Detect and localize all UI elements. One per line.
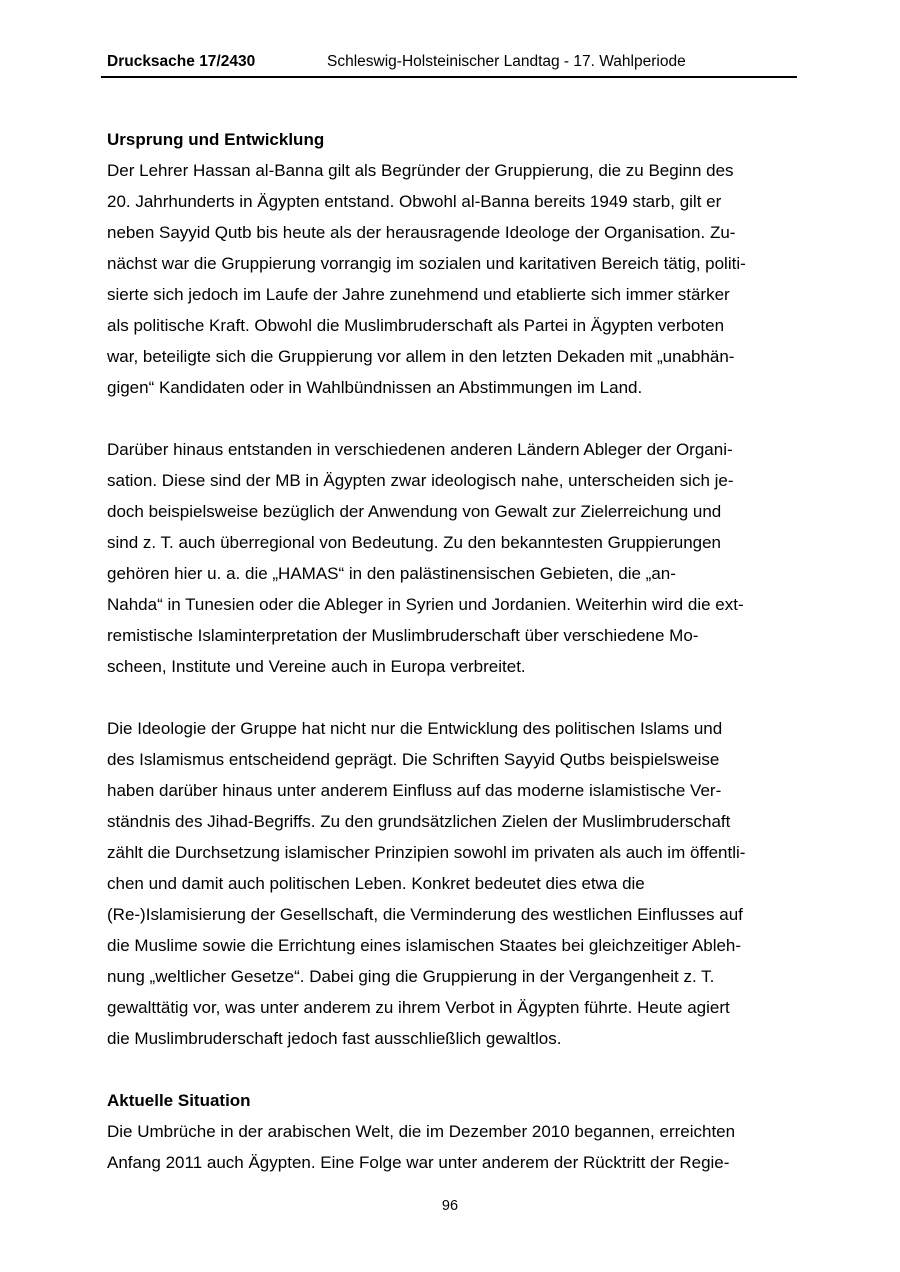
text-line: Die Umbrüche in der arabischen Welt, die im Dezember 2010 begannen, erreichten	[107, 1122, 736, 1141]
text-line: Die Ideologie der Gruppe hat nicht nur die Entwicklung des politischen Islams und	[107, 719, 723, 738]
text-line: sation. Diese sind der MB in Ägypten zwar ideologisch nahe, unterscheiden sich je-	[107, 471, 734, 490]
text-line: Anfang 2011 auch Ägypten. Eine Folge war unter anderem der Rücktritt der Regie-	[107, 1153, 730, 1172]
text-line: Der Lehrer Hassan al-Banna gilt als Begründer der Gruppierung, die zu Beginn des	[107, 161, 734, 180]
text-line: nächst war die Gruppierung vorrangig im sozialen und karitativen Bereich tätig, politi-	[107, 254, 746, 273]
text-line: neben Sayyid Qutb bis heute als der herausragende Ideologe der Organisation. Zu-	[107, 223, 736, 242]
text-line: 20. Jahrhunderts in Ägypten entstand. Obwohl al-Banna bereits 1949 starb, gilt er	[107, 192, 722, 211]
text-line: Nahda“ in Tunesien oder die Ableger in Syrien und Jordanien. Weiterhin wird die ext-	[107, 595, 744, 614]
text-line: (Re-)Islamisierung der Gesellschaft, die Verminderung des westlichen Einflusses auf	[107, 905, 743, 924]
document-number: Drucksache 17/2430	[107, 53, 256, 70]
text-line: Darüber hinaus entstanden in verschiedenen anderen Ländern Ableger der Organi-	[107, 440, 733, 459]
text-line: nung „weltlicher Gesetze“. Dabei ging die Gruppierung in der Vergangenheit z. T.	[107, 967, 715, 986]
text-line: gewalttätig vor, was unter anderem zu ihrem Verbot in Ägypten führte. Heute agiert	[107, 998, 730, 1017]
paragraph	[107, 713, 797, 1054]
text-line: zählt die Durchsetzung islamischer Prinzipien sowohl im privaten als auch im öffentli-	[107, 843, 746, 862]
paragraph	[107, 155, 797, 403]
text-line: gigen“ Kandidaten oder in Wahlbündnissen an Abstimmungen im Land.	[107, 378, 643, 397]
text-line: des Islamismus entscheidend geprägt. Die Schriften Sayyid Qutbs beispielsweise	[107, 750, 720, 769]
paragraph	[107, 434, 797, 682]
text-line: war, beteiligte sich die Gruppierung vor allem in den letzten Dekaden mit „unabhän-	[107, 347, 735, 366]
text-line: remistische Islaminterpretation der Muslimbruderschaft über verschiedene Mo-	[107, 626, 699, 645]
parliament-title: Schleswig-Holsteinischer Landtag - 17. Wahlperiode	[327, 53, 686, 70]
text-line: die Muslimbruderschaft jedoch fast ausschließlich gewaltlos.	[107, 1029, 562, 1048]
text-line: scheen, Institute und Vereine auch in Europa verbreitet.	[107, 657, 526, 676]
text-line: doch beispielsweise bezüglich der Anwendung von Gewalt zur Zielerreichung und	[107, 502, 722, 521]
section-heading-current-situation: Aktuelle Situation	[107, 1091, 251, 1110]
text-line: die Muslime sowie die Errichtung eines islamischen Staates bei gleichzeitiger Ableh-	[107, 936, 742, 955]
text-line: haben darüber hinaus unter anderem Einfluss auf das moderne islamistische Ver-	[107, 781, 722, 800]
paragraph	[107, 1116, 797, 1178]
page-number: 96	[441, 1198, 459, 1214]
page-header	[101, 50, 797, 78]
text-line: gehören hier u. a. die „HAMAS“ in den palästinensischen Gebieten, die „an-	[107, 564, 676, 583]
text-line: als politische Kraft. Obwohl die Muslimbruderschaft als Partei in Ägypten verboten	[107, 316, 725, 335]
text-line: chen und damit auch politischen Leben. Konkret bedeutet dies etwa die	[107, 874, 645, 893]
document-body	[107, 124, 797, 1178]
text-line: ständnis des Jihad-Begriffs. Zu den grundsätzlichen Zielen der Muslimbruderschaft	[107, 812, 731, 831]
section-heading-origin: Ursprung und Entwicklung	[107, 130, 325, 149]
text-line: sierte sich jedoch im Laufe der Jahre zunehmend und etablierte sich immer stärker	[107, 285, 730, 304]
text-line: sind z. T. auch überregional von Bedeutung. Zu den bekanntesten Gruppierungen	[107, 533, 722, 552]
